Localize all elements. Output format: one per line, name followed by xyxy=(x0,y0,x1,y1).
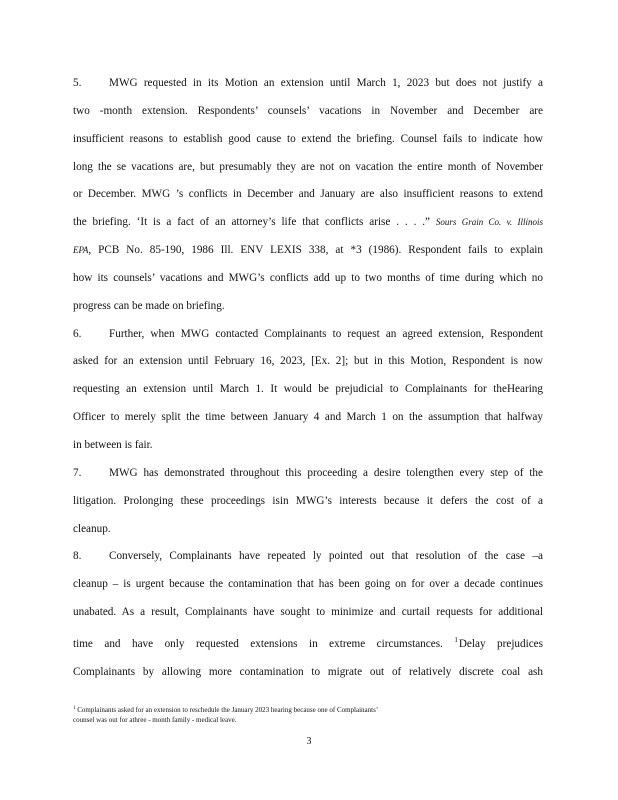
paragraph-8-line-3: unabated. As a result, Complainants have sought to minimize and curtail requests for additional xyxy=(73,606,543,619)
paragraph-5-line-5: or December. MWG ’s conflicts in December and January are also insufficient reasons to extend xyxy=(73,188,543,201)
case-citation-cont: EPA xyxy=(73,245,89,256)
paragraph-5-line-2: two -month extension. Respondents’ counsels’ vacations in November and December are xyxy=(73,104,543,117)
paragraph-6-line-5: in between is fair. xyxy=(73,438,153,451)
paragraph-5-line-3: insufficient reasons to establish good cause to extend the briefing. Counsel fails to indicate how xyxy=(73,132,543,145)
page-number: 3 xyxy=(306,736,312,747)
paragraph-6-line-1: 6. Further, when MWG contacted Complainants to request an agreed extension, Respondent xyxy=(73,321,543,349)
paragraph-number: 8. xyxy=(73,550,82,563)
paragraph-8-line-4: time and have only requested extensions in extreme circumstances. $^1$Delay prejudices xyxy=(73,635,544,650)
paragraph-5-line-7: EPA, PCB No. 85-190, 1986 Ill. ENV LEXIS 338, at *3 (1986). Respondent fails to explain xyxy=(73,244,543,257)
paragraph-8-line-5: Complainants by allowing more contamination to migrate out of relatively discrete coal ash xyxy=(73,665,543,678)
footnote-marker: 1 xyxy=(73,706,76,711)
paragraph-5-line-1: 5. MWG requested in its Motion an extension until March 1, 2023 but does not justify a xyxy=(73,70,543,98)
paragraph-5-line-8: how its counsels’ vacations and MWG’s conflicts add up to two months of time during which no xyxy=(73,271,543,284)
paragraph-6-line-2: asked for an extension until February 16, 2023, [Ex. 2]; but in this Motion, Respondent is now xyxy=(73,355,543,368)
paragraph-8-line-2: cleanup – is urgent because the contamination that has been going on for over a decade continues xyxy=(73,578,543,591)
paragraph-6-line-4: Officer to merely split the time between January 4 and March 1 on the assumption that halfway xyxy=(73,411,543,424)
paragraph-number: 6. xyxy=(73,327,82,340)
footnote-line-2: counsel was out for athree - month family - medical leave. xyxy=(73,716,237,724)
case-citation: Sours Grain Co. v. Illinois xyxy=(435,217,543,228)
document-body xyxy=(73,70,543,687)
paragraph-7-line-3: cleanup. xyxy=(73,522,111,535)
paragraph-number: 7. xyxy=(73,466,82,479)
paragraph-5-line-4: long the se vacations are, but presumably they are not on vacation the entire month of November xyxy=(73,160,543,173)
paragraph-6-line-3: requesting an extension until March 1. It would be prejudicial to Complainants for theHearing xyxy=(73,383,543,396)
paragraph-5-line-9: progress can be made on briefing. xyxy=(73,299,225,312)
paragraph-8-line-1: 8. Conversely, Complainants have repeated ly pointed out that resolution of the case –a xyxy=(73,543,543,571)
footnote xyxy=(73,704,503,725)
paragraph-number: 5. xyxy=(73,77,82,89)
paragraph-5-line-6: the briefing. ‘It is a fact of an attorney’s life that conflicts arise . . . .” Sours Grain Co. v. Illinois xyxy=(73,216,543,229)
paragraph-7-line-1: 7. MWG has demonstrated throughout this proceeding a desire tolengthen every step of the xyxy=(73,460,543,488)
footnote-line-1: $^1$ Complainants asked for an extension to reschedule the January 2023 hearing because one of Complainants’ xyxy=(73,706,379,714)
paragraph-7-line-2: litigation. Prolonging these proceedings isin MWG’s interests because it defers the cost of a xyxy=(73,494,543,507)
footnote-reference[interactable]: 1 xyxy=(454,635,458,644)
